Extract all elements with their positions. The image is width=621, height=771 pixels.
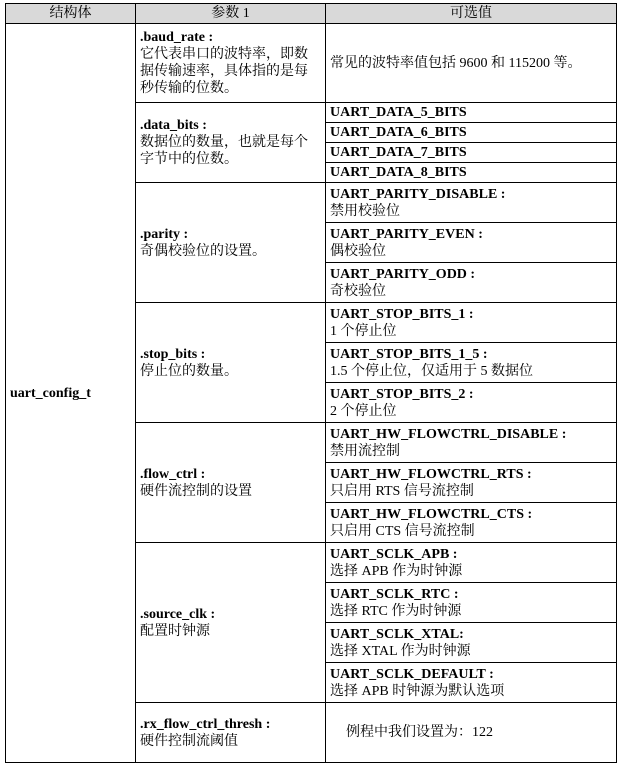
- option-name: UART_STOP_BITS_1 :: [330, 306, 474, 322]
- header-param: 参数 1: [136, 4, 326, 24]
- param-name: .flow_ctrl :: [140, 466, 206, 482]
- option-name: UART_HW_FLOWCTRL_DISABLE :: [330, 426, 567, 442]
- param-name: .source_clk :: [140, 606, 216, 622]
- option-description: 只启用 RTS 信号流控制: [330, 483, 474, 499]
- struct-name-cell: [6, 24, 136, 763]
- option-description: 2 个停止位: [330, 403, 397, 419]
- option-name: UART_STOP_BITS_2 :: [330, 386, 474, 402]
- table-row: [6, 24, 617, 103]
- struct-name: uart_config_t: [10, 385, 91, 401]
- option-cell: [326, 143, 617, 163]
- option-name: UART_SCLK_DEFAULT :: [330, 666, 494, 682]
- param-name: .baud_rate :: [140, 30, 214, 45]
- param-cell: [136, 303, 326, 423]
- option-name: UART_SCLK_XTAL:: [330, 626, 464, 642]
- option-cell: [326, 423, 617, 463]
- option-cell: [326, 623, 617, 663]
- option-name: UART_PARITY_ODD :: [330, 266, 476, 282]
- option-cell: [326, 303, 617, 343]
- option-description: 选择 RTC 作为时钟源: [330, 603, 462, 619]
- option-description: 选择 APB 时钟源为默认选项: [330, 683, 505, 699]
- option-description: 偶校验位: [330, 243, 386, 259]
- option-cell: [326, 663, 617, 703]
- option-description: 1.5 个停止位，仅适用于 5 数据位: [330, 363, 533, 379]
- option-cell: [326, 103, 617, 123]
- option-cell: [326, 463, 617, 503]
- option-name: UART_PARITY_EVEN :: [330, 226, 483, 242]
- option-description: 1 个停止位: [330, 323, 397, 339]
- uart-config-table: [5, 3, 617, 763]
- param-description: 配置时钟源: [140, 623, 210, 639]
- option-cell: [326, 583, 617, 623]
- param-cell: [136, 423, 326, 543]
- option-name: UART_SCLK_RTC :: [330, 586, 459, 602]
- option-name: UART_HW_FLOWCTRL_RTS :: [330, 466, 532, 482]
- param-description: 奇偶校验位的设置。: [140, 243, 266, 259]
- param-description: 停止位的数量。: [140, 363, 238, 379]
- param-name: .stop_bits :: [140, 346, 206, 362]
- option-cell: [326, 24, 617, 103]
- option-name: UART_DATA_8_BITS: [330, 165, 467, 180]
- param-cell: [136, 103, 326, 183]
- param-description: 硬件控制流阈值: [140, 733, 238, 749]
- param-name: .rx_flow_ctrl_thresh :: [140, 716, 271, 732]
- param-name: .parity :: [140, 226, 189, 242]
- option-description: 禁用校验位: [330, 203, 400, 219]
- option-cell: [326, 163, 617, 183]
- option-cell: [326, 703, 617, 763]
- option-cell: [326, 123, 617, 143]
- param-name: .data_bits :: [140, 118, 207, 133]
- option-name: UART_PARITY_DISABLE :: [330, 186, 506, 202]
- option-name: UART_STOP_BITS_1_5 :: [330, 346, 488, 362]
- option-name: UART_SCLK_APB :: [330, 546, 458, 562]
- option-cell: [326, 263, 617, 303]
- option-cell: [326, 503, 617, 543]
- param-cell: [136, 183, 326, 303]
- table-body: [6, 24, 617, 763]
- option-name: UART_HW_FLOWCTRL_CTS :: [330, 506, 533, 522]
- param-description: 它代表串口的波特率，即数据传输速率，具体指的是每秒传输的位数。: [140, 47, 308, 96]
- param-description: 数据位的数量，也就是每个字节中的位数。: [140, 135, 308, 167]
- option-name: UART_DATA_7_BITS: [330, 145, 467, 160]
- option-cell: [326, 383, 617, 423]
- header-options: 可选值: [326, 4, 617, 24]
- option-description: 只启用 CTS 信号流控制: [330, 523, 475, 539]
- header-struct: 结构体: [6, 4, 136, 24]
- param-description: 硬件流控制的设置: [140, 483, 252, 499]
- param-cell: [136, 703, 326, 763]
- option-description: 奇校验位: [330, 283, 386, 299]
- option-name: UART_DATA_5_BITS: [330, 105, 467, 120]
- option-cell: [326, 343, 617, 383]
- table-header-row: [6, 4, 617, 24]
- option-cell: [326, 223, 617, 263]
- option-name: UART_DATA_6_BITS: [330, 125, 467, 140]
- option-description: 常见的波特率值包括 9600 和 115200 等。: [330, 55, 582, 71]
- option-cell: [326, 183, 617, 223]
- option-description: 选择 XTAL 作为时钟源: [330, 643, 471, 659]
- option-description: 例程中我们设置为：122: [346, 725, 493, 740]
- param-cell: [136, 24, 326, 103]
- option-cell: [326, 543, 617, 583]
- option-description: 选择 APB 作为时钟源: [330, 563, 463, 579]
- option-description: 禁用流控制: [330, 443, 400, 459]
- param-cell: [136, 543, 326, 703]
